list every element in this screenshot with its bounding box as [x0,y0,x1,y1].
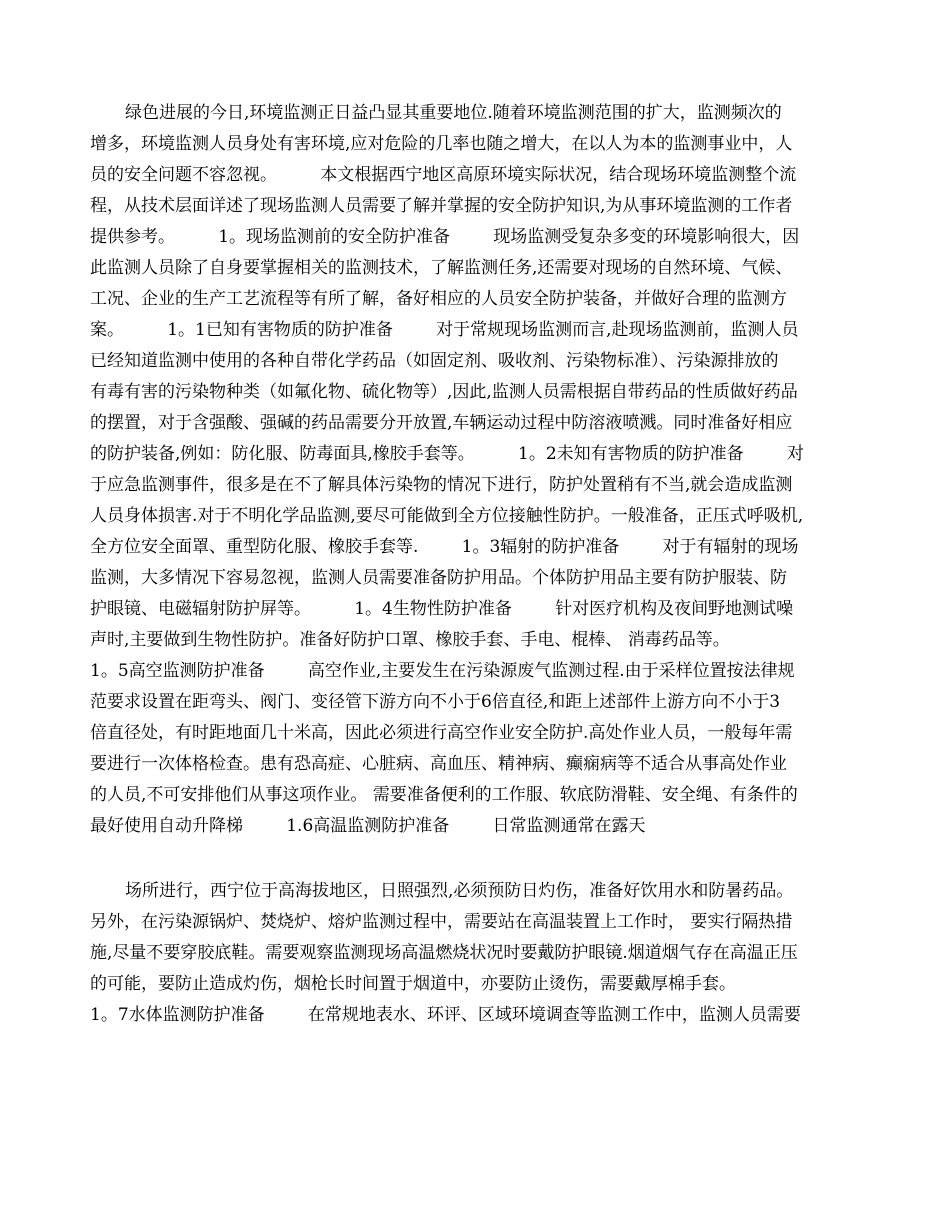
text-line: 增多，环境监测人员身处有害环境,应对危险的几率也随之增大，在以人为本的监测事业中，人 [90,134,793,154]
text-line: 于应急监测事件，很多是在不了解具体污染物的情况下进行，防护处置稍有不当,就会造成监测 [90,475,793,495]
text-line: 的人员,不可安排他们从事这项作业。 需要准备便利的工作服、软底防滑鞋、安全绳、有条件的 [90,785,798,805]
text-line: 有毒有害的污染物种类（如氟化物、硫化物等）,因此,监测人员需根据自带药品的性质做好药品 [90,382,798,402]
text-line: 工况、企业的生产工艺流程等有所了解，备好相应的人员安全防护装备，并做好合理的监测方 [90,289,787,309]
text-line: 全方位安全面罩、重型防化服、橡胶手套等. 1。3辐射的防护准备 对于有辐射的现场 [90,537,799,557]
text-line: 员的安全问题不容忽视。 本文根据西宁地区高原环境实际状况，结合现场环境监测整个流 [90,165,797,185]
text-line: 的可能，要防止造成灼伤，烟枪长时间置于烟道中，亦要防止烫伤，需要戴厚棉手套。 [90,974,736,994]
text-line: 提供参考。 1。现场监测前的安全防护准备 现场监测受复杂多变的环境影响很大，因 [90,227,800,247]
text-line: 护眼镜、电磁辐射防护屏等。 1。4生物性防护准备 针对医疗机构及夜间野地测试噪 [90,599,794,619]
text-line: 人员身体损害.对于不明化学品监测,要尽可能做到全方位接触性防护。一般准备，正压式呼吸机, [90,506,804,526]
text-line: 的摆置，对于含强酸、强碱的药品需要分开放置,车辆运动过程中防溶液喷溅。同时准备好相应 [90,413,793,433]
text-line: 1。7水体监测防护准备 在常规地表水、环评、区域环境调查等监测工作中，监测人员需要 [90,1005,801,1025]
text-line: 施,尽量不要穿胶底鞋。需要观察监测现场高温燃烧状况时要戴防护眼镜.烟道烟气存在高温正压 [90,943,798,963]
text-line: 另外，在污染源锅炉、焚烧炉、熔炉监测过程中，需要站在高温装置上工作时， 要实行隔热措 [90,912,793,932]
text-line: 此监测人员除了自身要掌握相关的监测技术，了解监测任务,还需要对现场的自然环境、气候、 [90,258,793,278]
text-line: 范要求设置在距弯头、阀门、变径管下游方向不小于6倍直径,和距上述部件上游方向不小于3 [90,692,781,712]
text-line: 程，从技术层面详述了现场监测人员需要了解并掌握的安全防护知识,为从事环境监测的工作者 [90,196,793,216]
text-line: 要进行一次体格检查。患有恐高症、心脏病、高血压、精神病、癫痫病等不适合从事高处作业 [90,754,787,774]
text-line: 场所进行，西宁位于高海拔地区，日照强烈,必须预防日灼伤，准备好饮用水和防暑药品。 [125,881,794,901]
text-line: 声时,主要做到生物性防护。准备好防护口罩、橡胶手套、手电、棍棒、 消毒药品等。 [90,630,730,650]
text-line: 1。5高空监测防护准备 高空作业,主要发生在污染源废气监测过程.由于采样位置按法律规 [90,661,795,681]
text-line: 最好使用自动升降梯 1.6高温监测防护准备 日常监测通常在露天 [90,816,646,836]
text-line: 倍直径处，有时距地面几十米高，因此必须进行高空作业安全防护.高处作业人员，一般每年需 [90,723,793,743]
text-line: 监测，大多情况下容易忽视，监测人员需要准备防护用品。个体防护用品主要有防护服装、防 [90,568,787,588]
text-line: 绿色进展的今日,环境监测正日益凸显其重要地位.随着环境监测范围的扩大，监测频次的 [125,103,782,123]
text-line: 的防护装备,例如：防化服、防毒面具,橡胶手套等。 1。2未知有害物质的防护准备 对 [90,444,804,464]
text-line: 已经知道监测中使用的各种自带化学药品（如固定剂、吸收剂、污染物标准）、污染源排放的 [90,351,779,371]
text-line: 案。 1。1已知有害物质的防护准备 对于常规现场监测而言,赴现场监测前，监测人员 [90,320,799,340]
